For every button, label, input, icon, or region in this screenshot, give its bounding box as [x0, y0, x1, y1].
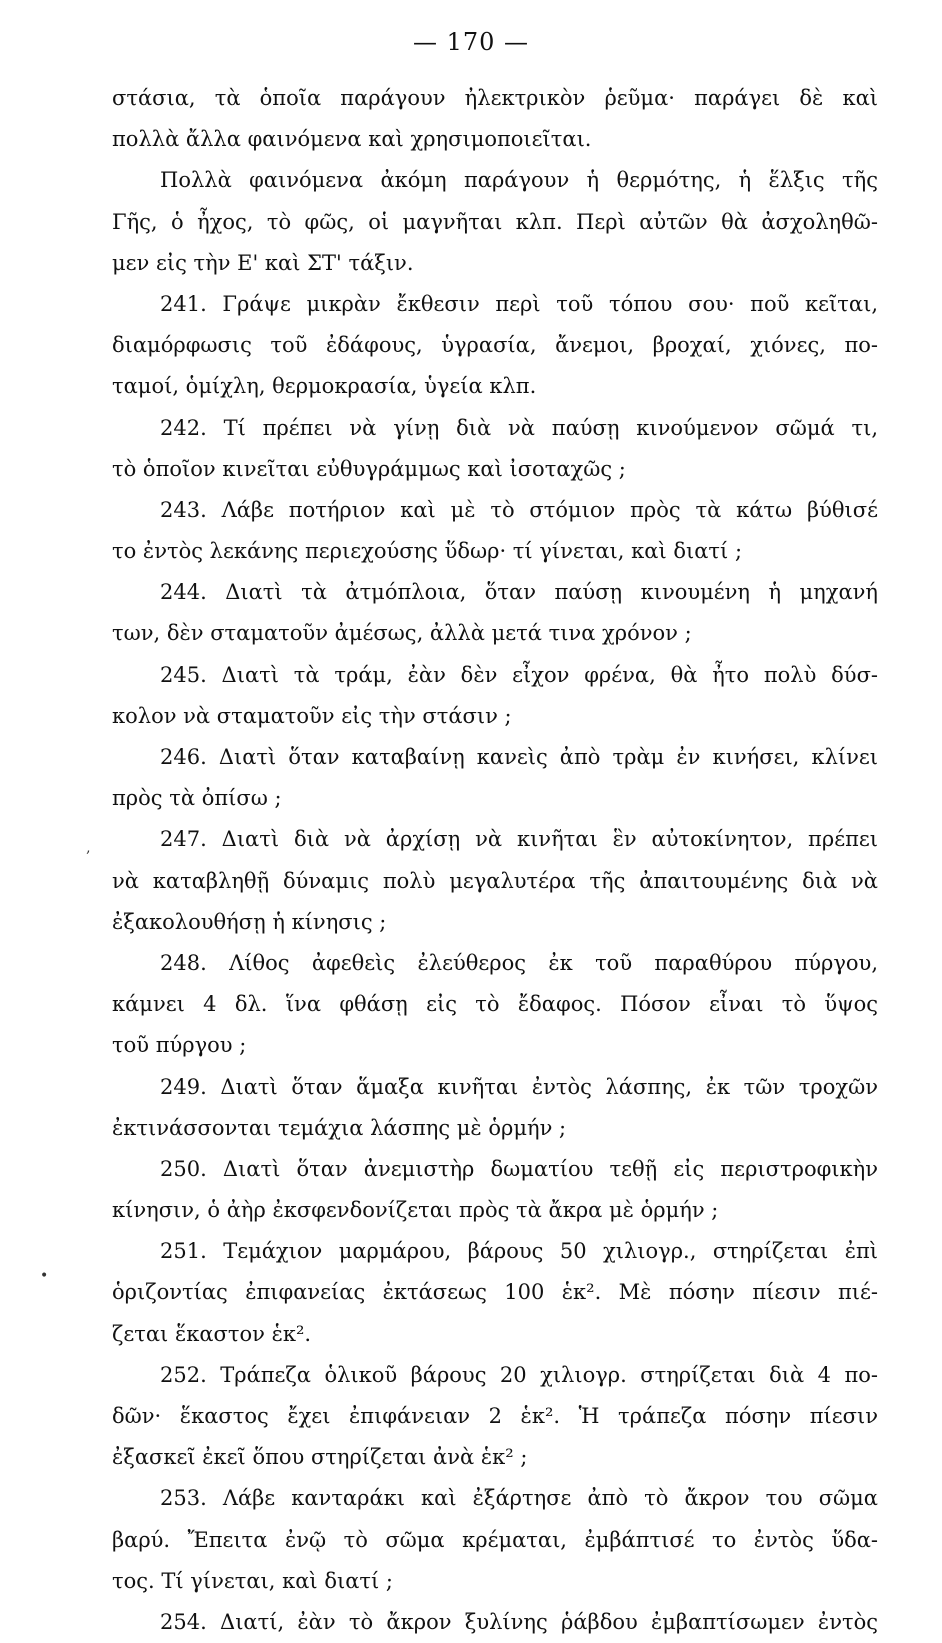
- text-line: τοῦ πύργου ;: [112, 1033, 247, 1058]
- text-line: βαρύ. Ἔπειτα ἐνῷ τὸ σῶμα κρέμαται, ἐμβάπτισέ το ἐντὸς ὕδα-: [112, 1527, 878, 1552]
- page-number: — 170 —: [412, 28, 530, 56]
- text-line: 253. Λάβε κανταράκι καὶ ἐξάρτησε ἀπὸ τὸ ἄκρον του σῶμα: [160, 1486, 878, 1511]
- text-line: ἐκτινάσσονται τεμάχια λάσπης μὲ ὁρμήν ;: [112, 1115, 567, 1140]
- text-line: 246. Διατὶ ὅταν καταβαίνῃ κανεὶς ἀπὸ τρὰμ ἐν κινήσει, κλίνει: [160, 745, 878, 769]
- text-line: 243. Λάβε ποτήριον καὶ μὲ τὸ στόμιον πρὸς τὰ κάτω βύθισέ: [160, 497, 878, 522]
- text-line: ἐξασκεῖ ἐκεῖ ὅπου στηρίζεται ἀνὰ ἑκ² ;: [112, 1445, 528, 1470]
- text-line: ὁριζοντίας ἐπιφανείας ἐκτάσεως 100 ἑκ². Μὲ πόσην πίεσιν πιέ-: [112, 1280, 878, 1305]
- text-line: Γῆς, ὁ ἦχος, τὸ φῶς, οἱ μαγνῆται κλπ. Περὶ αὐτῶν θὰ ἀσχοληθῶ-: [112, 209, 878, 234]
- text-line: 250. Διατὶ ὅταν ἀνεμιστὴρ δωματίου τεθῇ εἰς περιστροφικὴν: [160, 1156, 878, 1181]
- text-line: 254. Διατί, ἐὰν τὸ ἄκρον ξυλίνης ῥάβδου ἐμβαπτίσωμεν ἐντὸς: [160, 1609, 878, 1634]
- text-line: μεν εἰς τὴν Ε' καὶ ΣΤ' τάξιν.: [112, 250, 414, 275]
- text-line: 245. Διατὶ τὰ τράμ, ἐὰν δὲν εἶχον φρένα, θὰ ἦτο πολὺ δύσ-: [160, 662, 878, 687]
- text-line: δῶν· ἕκαστος ἔχει ἐπιφάνειαν 2 ἑκ². Ἡ τράπεζα πόσην πίεσιν: [112, 1404, 878, 1428]
- text-line: ζεται ἕκαστον ἑκ².: [112, 1321, 312, 1346]
- text-line: 242. Τί πρέπει νὰ γίνῃ διὰ νὰ παύσῃ κινούμενον σῶμά τι,: [160, 415, 878, 440]
- text-line: ταμοί, ὁμίχλη, θερμοκρασία, ὑγεία κλπ.: [112, 374, 537, 399]
- text-line: κάμνει 4 δλ. ἵνα φθάσῃ εἰς τὸ ἔδαφος. Πόσον εἶναι τὸ ὕψος: [112, 992, 878, 1017]
- text-line: το ἐντὸς λεκάνης περιεχούσης ὕδωρ· τί γίνεται, καὶ διατί ;: [112, 539, 743, 564]
- text-line: 241. Γράψε μικρὰν ἔκθεσιν περὶ τοῦ τόπου σου· ποῦ κεῖται,: [160, 291, 878, 316]
- text-line: 247. Διατὶ διὰ νὰ ἀρχίσῃ νὰ κινῆται ἓν αὐτοκίνητον, πρέπει: [160, 827, 878, 852]
- text-line: κίνησιν, ὁ ἀὴρ ἐκσφενδονίζεται πρὸς τὰ ἄκρα μὲ ὁρμήν ;: [112, 1198, 719, 1223]
- text-line: 244. Διατὶ τὰ ἀτμόπλοια, ὅταν παύσῃ κινουμένη ἡ μηχανή: [160, 580, 878, 605]
- text-line: στάσια, τὰ ὁποῖα παράγουν ἠλεκτρικὸν ῥεῦμα· παράγει δὲ καὶ: [112, 86, 878, 110]
- text-line: 249. Διατὶ ὅταν ἅμαξα κινῆται ἐντὸς λάσπης, ἐκ τῶν τροχῶν: [160, 1074, 878, 1099]
- text-line: τος. Τί γίνεται, καὶ διατί ;: [112, 1568, 393, 1593]
- text-line: 248. Λίθος ἀφεθεὶς ἐλεύθερος ἐκ τοῦ παραθύρου πύργου,: [160, 950, 878, 975]
- text-line: πολλὰ ἄλλα φαινόμενα καὶ χρησιμοποιεῖται.: [112, 127, 592, 152]
- text-line: διαμόρφωσις τοῦ ἐδάφους, ὑγρασία, ἄνεμοι, βροχαί, χιόνες, πο-: [112, 333, 878, 358]
- text-line: ἐξακολουθήσῃ ἡ κίνησις ;: [112, 909, 387, 934]
- text-line: Πολλὰ φαινόμενα ἀκόμη παράγουν ἡ θερμότης, ἡ ἕλξις τῆς: [160, 168, 878, 193]
- ink-speck-mark: •: [40, 1268, 49, 1284]
- text-line: των, δὲν σταματοῦν ἀμέσως, ἀλλὰ μετά τινα χρόνον ;: [112, 621, 692, 646]
- text-line: νὰ καταβληθῇ δύναμις πολὺ μεγαλυτέρα τῆς ἀπαιτουμένης διὰ νὰ: [112, 868, 878, 893]
- ink-speck-mark: ‚: [86, 840, 91, 856]
- text-line: κολον νὰ σταματοῦν εἰς τὴν στάσιν ;: [112, 703, 512, 728]
- text-line: πρὸς τὰ ὀπίσω ;: [112, 786, 282, 811]
- text-line: τὸ ὁποῖον κινεῖται εὐθυγράμμως καὶ ἰσοταχῶς ;: [112, 456, 626, 481]
- page-text-body: [112, 78, 878, 1643]
- text-line: 251. Τεμάχιον μαρμάρου, βάρους 50 χιλιογρ., στηρίζεται ἐπὶ: [160, 1239, 878, 1264]
- text-line: 252. Τράπεζα ὁλικοῦ βάρους 20 χιλιογρ. στηρίζεται διὰ 4 πο-: [160, 1362, 878, 1387]
